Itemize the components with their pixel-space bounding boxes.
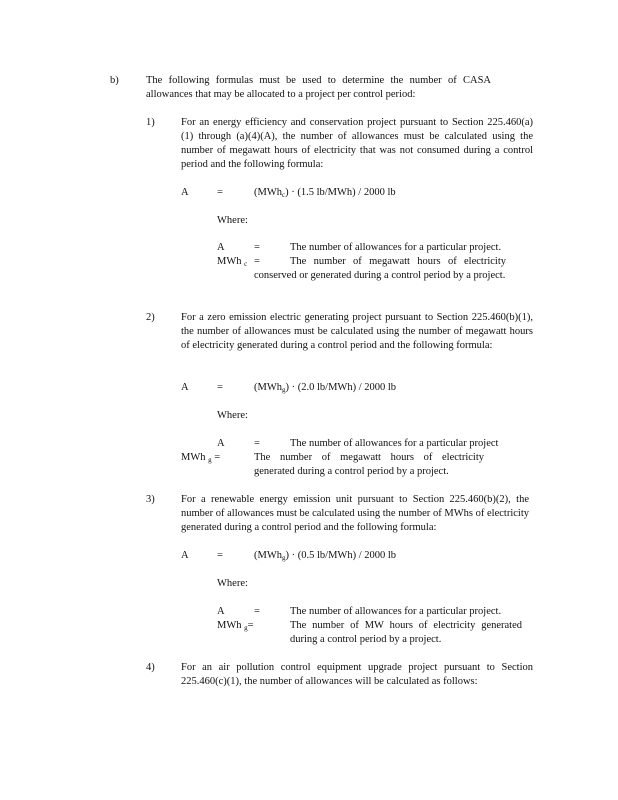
item-3-def-a-eq: = (254, 606, 260, 617)
item-3-where: Where: (217, 578, 248, 589)
item-1-number: 1) (146, 117, 155, 128)
item-1-def-a-text: The number of allowances for a particular project. (290, 242, 502, 253)
item-2-def-mwh-text: The number of megawatt hours of electricity generated during a control period by a project. (254, 452, 484, 477)
item-3-def-a-symbol: A (217, 606, 225, 617)
section-intro: The following formulas must be used to determine the number of CASA allowances that may be allocated to a project per control period: (146, 75, 491, 100)
item-3-def-mwh-symbol: MWh $_g$= (217, 620, 254, 632)
item-2-def-a-eq: = (254, 438, 260, 449)
item-3-number: 3) (146, 494, 155, 505)
item-2-text: For a zero emission electric generating project pursuant to Section 225.460(b)(1), the number of allowances must be calculated using the number of megawatt hours of electricity generated during a control period and the following formula: (181, 312, 533, 351)
item-2-def-a-text: The number of allowances for a particular project (290, 438, 499, 449)
item-4-text: For an air pollution control equipment upgrade project pursuant to Section 225.460(c)(1), the number of allowances will be calculated as follows: (181, 662, 533, 687)
item-1-def-mwh-eq: = (254, 256, 260, 267)
item-2-formula-eq: = (217, 382, 223, 393)
item-1-def-mwh-text: The number of megawatt hours of electricity conserved or generated during a control period by a project. (254, 256, 506, 281)
item-2-formula-lhs: A (181, 382, 189, 393)
item-1-def-a-symbol: A (217, 242, 225, 253)
item-1-formula-lhs: A (181, 187, 189, 198)
item-1-def-a-eq: = (254, 242, 260, 253)
item-4-number: 4) (146, 662, 155, 673)
item-3-def-mwh-text: The number of MW hours of electricity generated during a control period by a project. (290, 620, 522, 645)
item-1-def-mwh-symbol: MWh $_c$ (217, 256, 248, 268)
item-3-formula-eq: = (217, 550, 223, 561)
item-2-formula-rhs: (MWh$_g$) · (2.0 lb/MWh) / 2000 lb (254, 382, 397, 394)
item-2-number: 2) (146, 312, 155, 323)
item-3-formula-rhs: (MWh$_g$) · (0.5 lb/MWh) / 2000 lb (254, 550, 397, 562)
item-1-formula-rhs: (MWh$_c$) · (1.5 lb/MWh) / 2000 lb (254, 187, 396, 199)
item-3-formula-lhs: A (181, 550, 189, 561)
item-2-where: Where: (217, 410, 248, 421)
item-2-def-a-symbol: A (217, 438, 225, 449)
item-2-def-mwh-symbol: MWh $_g$ = (181, 452, 221, 464)
item-1-formula-eq: = (217, 187, 223, 198)
item-3-text: For a renewable energy emission unit pursuant to Section 225.460(b)(2), the number of allowances must be calculated using the number of MWhs of electricity generated during a control period and the following formula: (181, 494, 529, 533)
item-3-def-a-text: The number of allowances for a particular project. (290, 606, 502, 617)
item-1-where: Where: (217, 215, 248, 226)
item-1-text: For an energy efficiency and conservation project pursuant to Section 225.460(a)(1) through (a)(4)(A), the number of allowances must be calculated using the number of megawatt hours of electricity that was not consumed during a control period and the following formula: (181, 117, 533, 170)
section-label: b) (110, 75, 119, 86)
